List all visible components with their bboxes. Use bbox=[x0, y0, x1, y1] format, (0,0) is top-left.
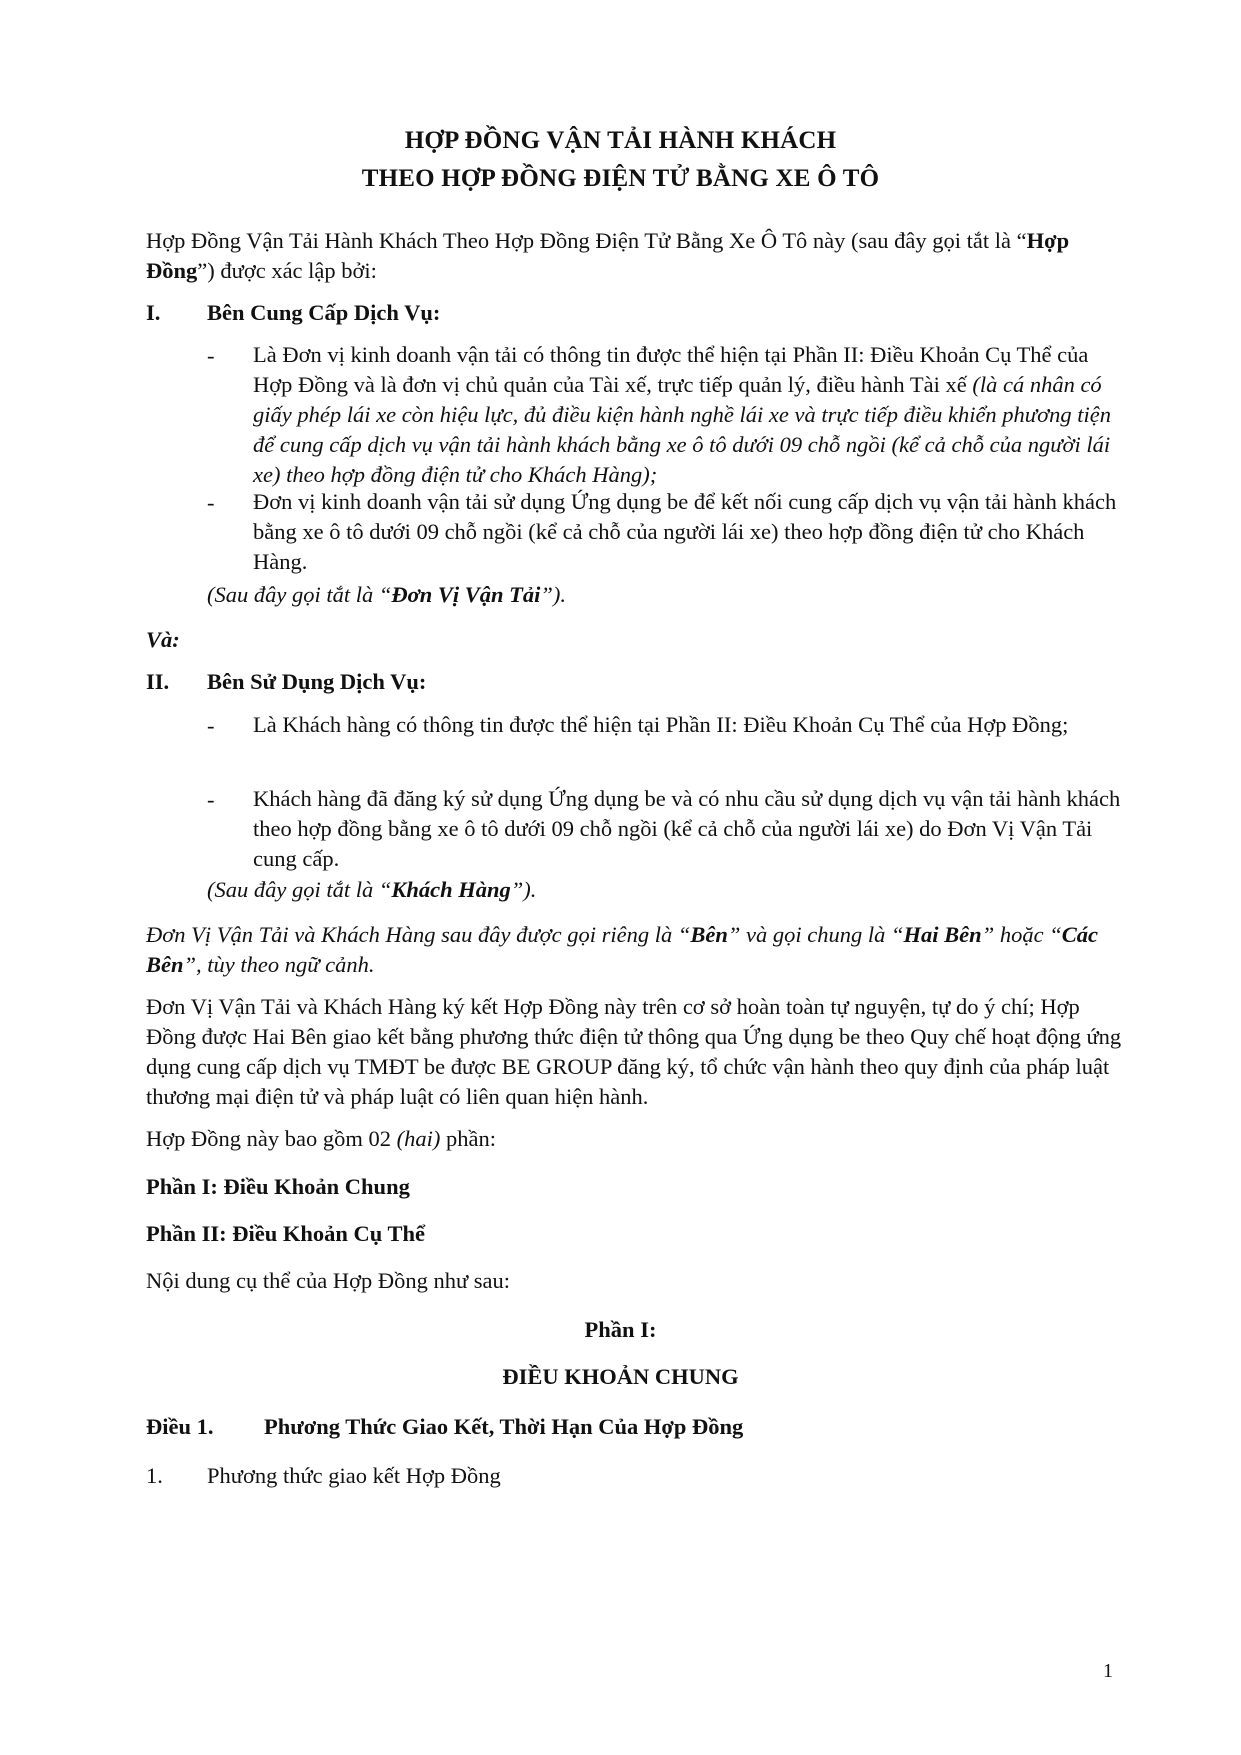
section-1-heading: Bên Cung Cấp Dịch Vụ: bbox=[207, 300, 441, 325]
basis-paragraph: Đơn Vị Vận Tải và Khách Hàng ký kết Hợp Đồng này trên cơ sở hoàn toàn tự nguyện, tự do ý chí; Hợp Đồng được Hai Bên giao kết bằng phương thức điện tử thông qua Ứng dụng be theo Quy chế hoạt động ứng dụng cung cấp dịch vụ TMĐT be được BE GROUP đăng ký, tổ chức vận hành theo quy định của pháp luật thương mại điện tử và pháp luật có liên quan hiện hành. bbox=[146, 994, 1122, 1109]
alias-khach-hang: (Sau đây gọi tắt là “Khách Hàng”). bbox=[207, 877, 537, 902]
section-1-number: I. bbox=[146, 300, 161, 325]
section-2-heading: Bên Sử Dụng Dịch Vụ: bbox=[207, 669, 427, 694]
section-1-item-2: Đơn vị kinh doanh vận tải sử dụng Ứng dụng be để kết nối cung cấp dịch vụ vận tải hành khách bằng xe ô tô dưới 09 chỗ ngồi (kể cả chỗ của người lái xe) theo hợp đồng điện tử cho Khách Hàng. bbox=[253, 489, 1117, 574]
bullet-dash: - bbox=[207, 490, 215, 515]
content-intro: Nội dung cụ thể của Hợp Đồng như sau: bbox=[146, 1268, 511, 1293]
clause-1-text: Phương thức giao kết Hợp Đồng bbox=[207, 1463, 501, 1488]
bullet-dash: - bbox=[207, 343, 215, 368]
section-2-item-2: Khách hàng đã đăng ký sử dụng Ứng dụng be và có nhu cầu sử dụng dịch vụ vận tải hành khách theo hợp đồng bằng xe ô tô dưới 09 chỗ ngồi (kể cả chỗ của người lái xe) do Đơn Vị Vận Tải cung cấp. bbox=[253, 786, 1121, 871]
bullet-dash: - bbox=[207, 713, 215, 738]
intro-paragraph: Hợp Đồng Vận Tải Hành Khách Theo Hợp Đồng Điện Tử Bằng Xe Ô Tô này (sau đây gọi tắt là “Hợp Đồng”) được xác lập bởi: bbox=[146, 228, 1070, 283]
part-heading: Phần I: bbox=[584, 1317, 657, 1342]
section-2-number: II. bbox=[146, 669, 170, 694]
term-hop-dong: Hợp Đồng bbox=[146, 228, 1070, 283]
document-title-line-1: HỢP ĐỒNG VẬN TẢI HÀNH KHÁCH bbox=[404, 127, 837, 154]
clause-1-number: 1. bbox=[146, 1463, 163, 1488]
parts-intro: Hợp Đồng này bao gồm 02 (hai) phần: bbox=[146, 1126, 496, 1151]
article-1-title: Phương Thức Giao Kết, Thời Hạn Của Hợp Đồng bbox=[264, 1414, 744, 1439]
section-1-item-1: Là Đơn vị kinh doanh vận tải có thông tin được thể hiện tại Phần II: Điều Khoản Cụ Thể của Hợp Đồng và là đơn vị chủ quản của Tài xế, trực tiếp quản lý, điều hành Tài xế (là cá nhân có giấy phép lái xe còn hiệu lực, đủ điều kiện hành nghề lái xe và trực tiếp điều khiển phương tiện để cung cấp dịch vụ vận tải hành khách bằng xe ô tô dưới 09 chỗ ngồi (kể cả chỗ của người lái xe) theo hợp đồng điện tử cho Khách Hàng); bbox=[253, 342, 1111, 487]
part-1-label: Phần I: Điều Khoản Chung bbox=[146, 1174, 410, 1199]
alias-don-vi-van-tai: (Sau đây gọi tắt là “Đơn Vị Vận Tải”). bbox=[207, 582, 567, 607]
page-number: 1 bbox=[1103, 1660, 1113, 1682]
section-2-item-1: Là Khách hàng có thông tin được thể hiện tại Phần II: Điều Khoản Cụ Thể của Hợp Đồng; bbox=[253, 712, 1069, 737]
document-title-line-2: THEO HỢP ĐỒNG ĐIỆN TỬ BẰNG XE Ô TÔ bbox=[361, 165, 880, 192]
and-word: Và: bbox=[146, 627, 180, 652]
part-2-label: Phần II: Điều Khoản Cụ Thể bbox=[146, 1221, 426, 1246]
parties-definition: Đơn Vị Vận Tải và Khách Hàng sau đây được gọi riêng là “Bên” và gọi chung là “Hai Bên” hoặc “Các Bên”, tùy theo ngữ cảnh. bbox=[146, 922, 1098, 977]
bullet-dash: - bbox=[207, 787, 215, 812]
part-title: ĐIỀU KHOẢN CHUNG bbox=[502, 1364, 739, 1389]
article-1-number: Điều 1. bbox=[146, 1414, 214, 1439]
